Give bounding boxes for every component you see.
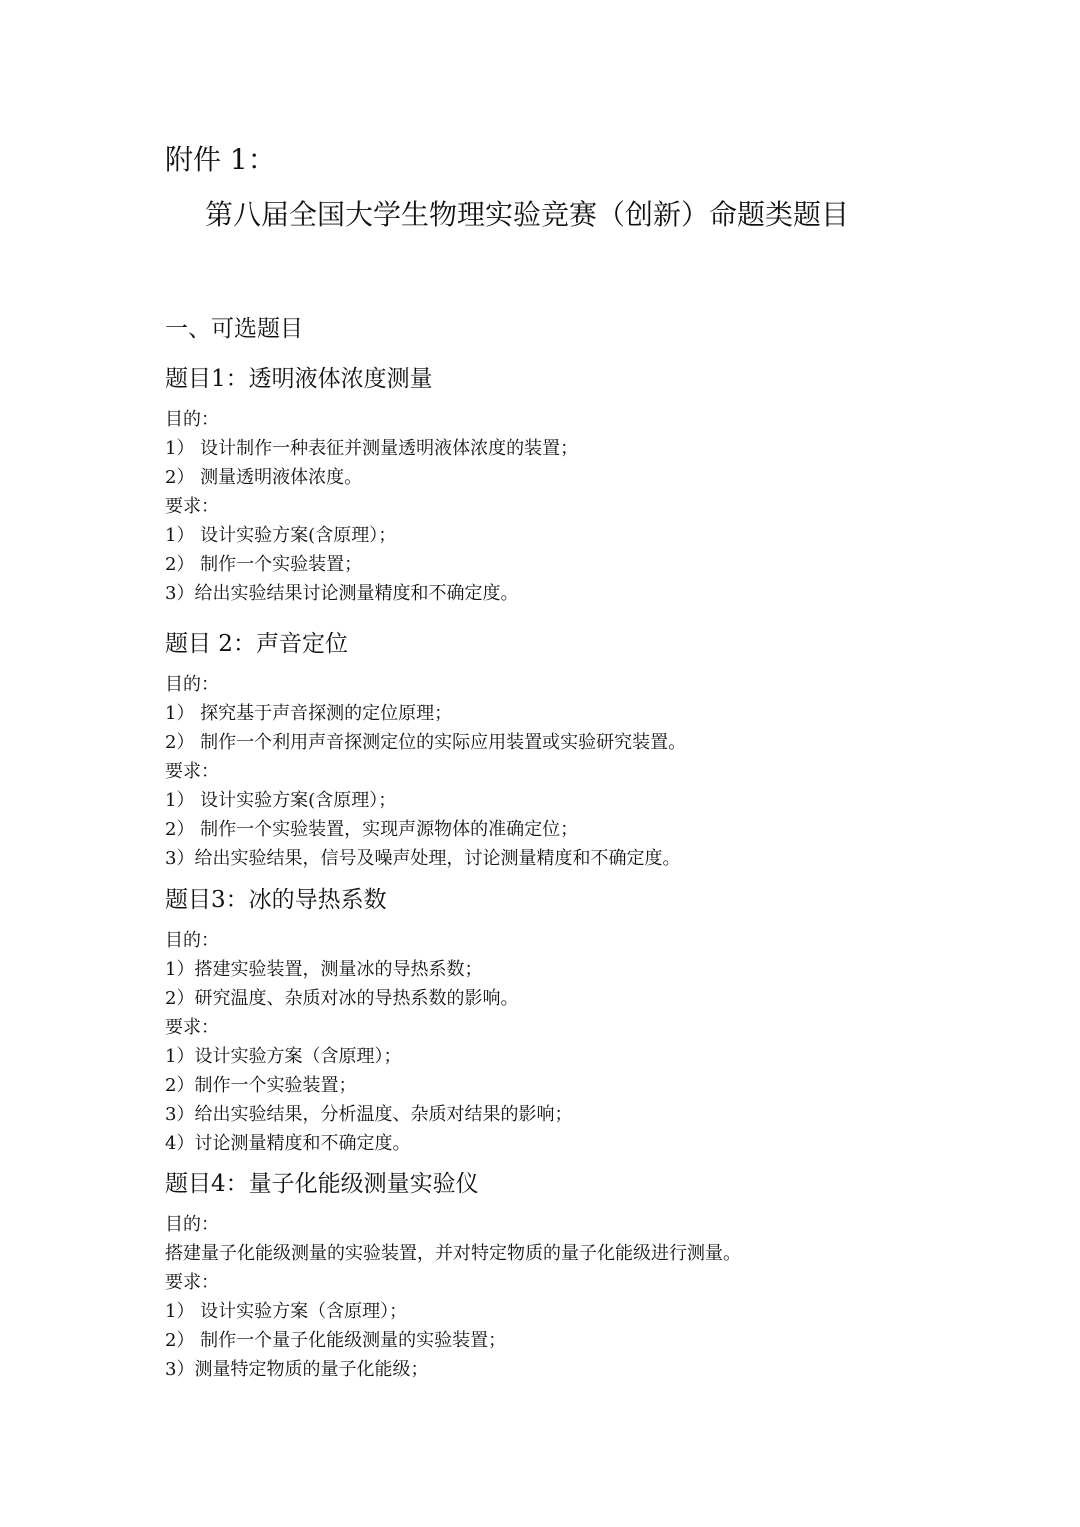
topic-line: 1）设计实验方案（含原理）； [165,1046,402,1067]
topic-line: 3）给出实验结果讨论测量精度和不确定度。 [165,583,519,604]
topic-line: 搭建量子化能级测量的实验装置，并对特定物质的量子化能级进行测量。 [165,1243,741,1264]
topic-line: 1） 设计实验方案(含原理）； [165,790,397,811]
topic-line: 要求： [165,1017,219,1038]
topic-line: 1） 设计制作一种表征并测量透明液体浓度的装置； [165,438,579,459]
topic-line: 4）讨论测量精度和不确定度。 [165,1133,411,1154]
topic-heading: 题目3：冰的导热系数 [165,887,387,913]
topic-line: 3）给出实验结果，信号及噪声处理，讨论测量精度和不确定度。 [165,848,681,869]
topic-line: 1）搭建实验装置，测量冰的导热系数； [165,959,483,980]
topic-line: 3）测量特定物质的量子化能级； [165,1359,429,1380]
topic-line: 2）研究温度、杂质对冰的导热系数的影响。 [165,988,519,1009]
topic-line: 要求： [165,496,219,517]
topic-heading: 题目1：透明液体浓度测量 [165,366,433,392]
document-title: 第八届全国大学生物理实验竞赛（创新）命题类题目 [205,198,850,231]
section-heading: 一、可选题目 [165,316,303,342]
topic-line: 目的： [165,409,219,430]
topic-line: 1） 探究基于声音探测的定位原理； [165,703,453,724]
topic-line: 2） 测量透明液体浓度。 [165,467,363,488]
topic-line: 要求： [165,1272,219,1293]
topic-line: 目的： [165,1214,219,1235]
topic-line: 2） 制作一个实验装置，实现声源物体的准确定位； [165,819,579,840]
topic-line: 目的： [165,930,219,951]
topic-line: 2） 制作一个利用声音探测定位的实际应用装置或实验研究装置。 [165,732,687,753]
topic-line: 3）给出实验结果，分析温度、杂质对结果的影响； [165,1104,573,1125]
topic-4 [165,1164,965,1384]
topic-1 [165,359,965,608]
topic-2 [165,624,965,873]
topic-line: 目的： [165,674,219,695]
attachment-label: 附件 1： [165,143,276,176]
topic-line: 1） 设计实验方案（含原理）； [165,1301,408,1322]
topic-line: 1） 设计实验方案(含原理）； [165,525,397,546]
topic-heading: 题目 2：声音定位 [165,631,348,657]
topic-line: 2） 制作一个量子化能级测量的实验装置； [165,1330,507,1351]
topic-line: 2） 制作一个实验装置； [165,554,363,575]
topic-line: 2）制作一个实验装置； [165,1075,357,1096]
topic-line: 要求： [165,761,219,782]
topic-heading: 题目4：量子化能级测量实验仪 [165,1171,479,1197]
topic-3 [165,880,965,1158]
